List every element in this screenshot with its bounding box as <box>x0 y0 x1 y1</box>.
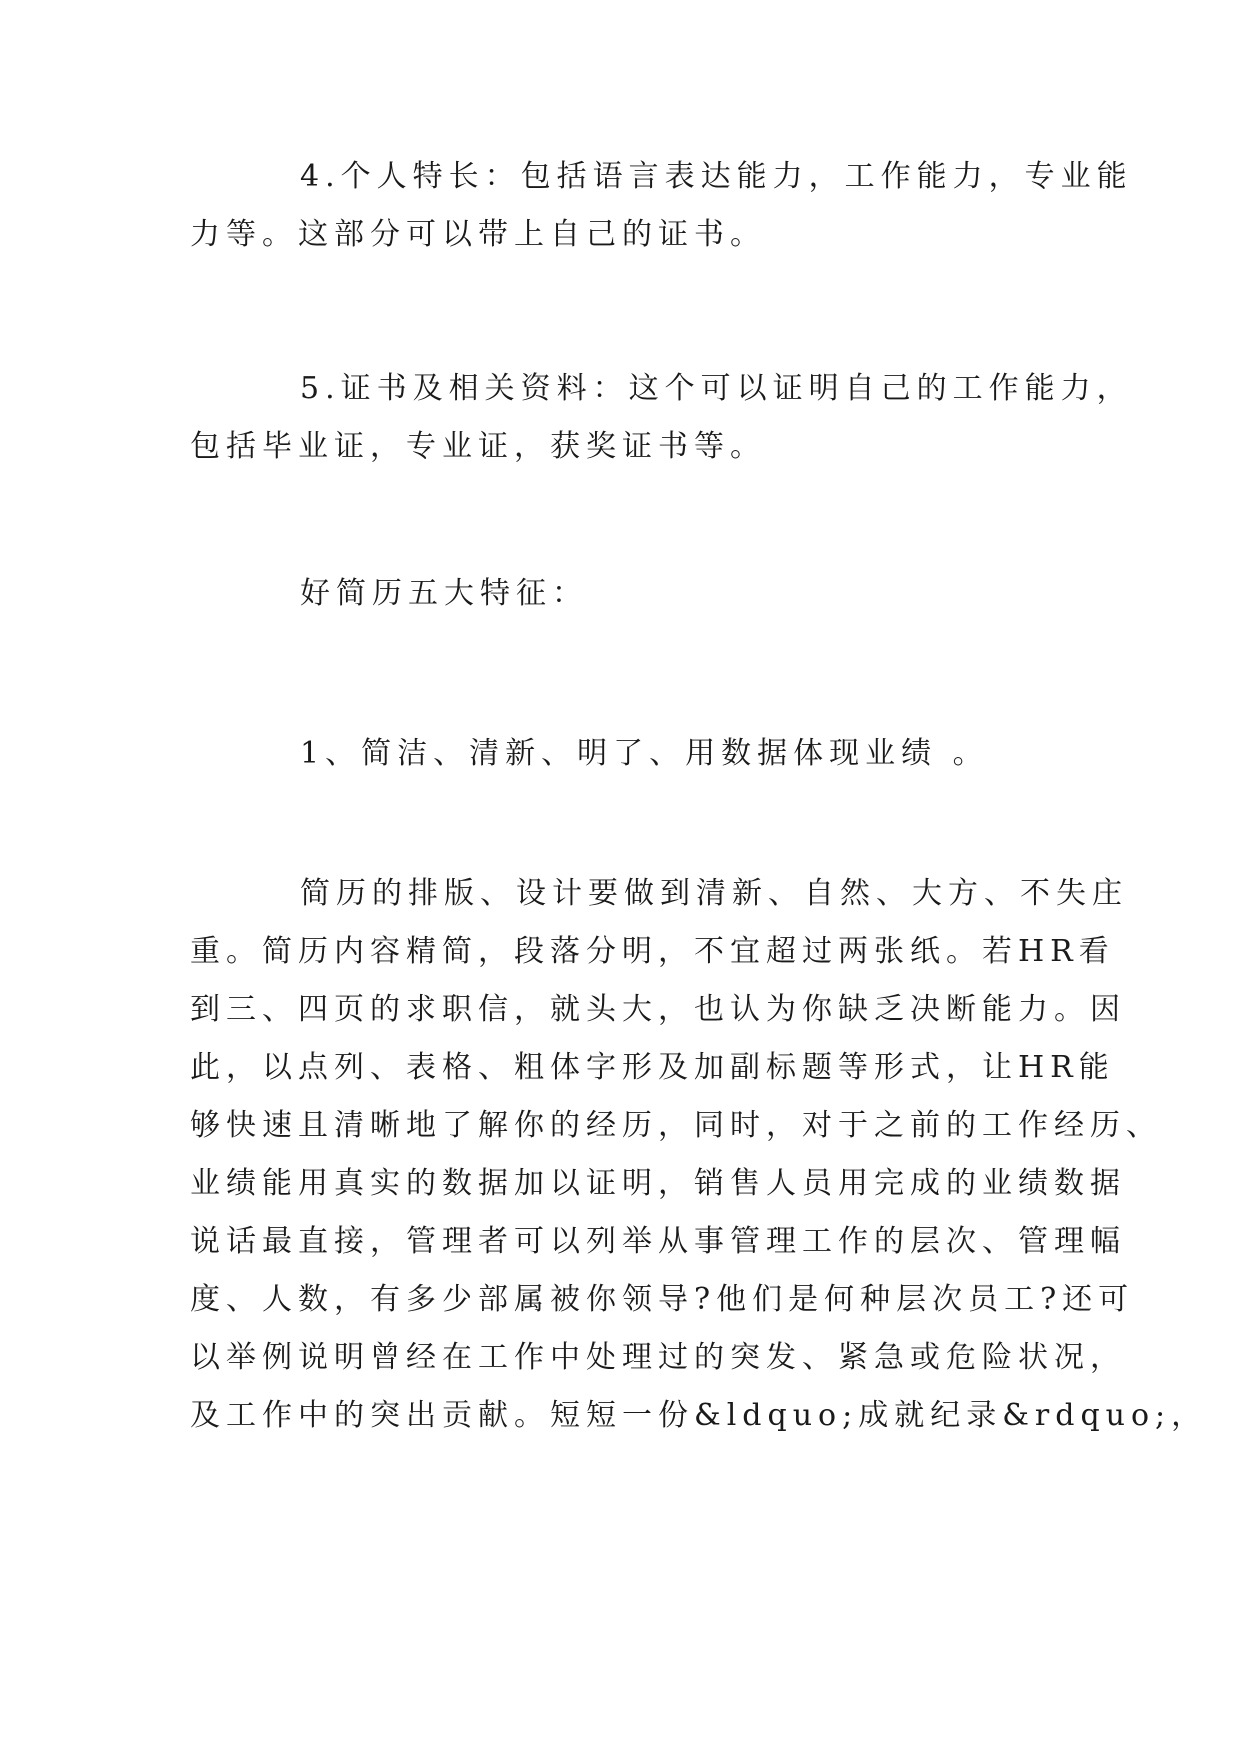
section-heading-good-resume-features <box>190 565 1058 623</box>
text-line: 1、简洁、清新、明了、用数据体现业绩 。 <box>300 736 989 771</box>
text-line: 度、人数，有多少部属被你领导?他们是何种层次员工?还可 <box>190 1282 1135 1317</box>
text-line: 力等。这部分可以带上自己的证书。 <box>190 217 766 252</box>
text-line: 简历的排版、设计要做到清新、自然、大方、不失庄 <box>300 876 1128 911</box>
text-line: 5.证书及相关资料：这个可以证明自己的工作能力， <box>300 371 1133 406</box>
text-line: 此，以点列、表格、粗体字形及加副标题等形式，让HR能 <box>190 1050 1115 1085</box>
text-line: 够快速且清晰地了解你的经历，同时，对于之前的工作经历、 <box>190 1108 1162 1143</box>
paragraph-personal-skills <box>190 148 1133 264</box>
paragraph-certificates <box>190 360 1133 476</box>
text-line: 4.个人特长：包括语言表达能力，工作能力，专业能 <box>300 159 1133 194</box>
text-line: 到三、四页的求职信，就头大，也认为你缺乏决断能力。因 <box>190 992 1126 1027</box>
text-line: 及工作中的突出贡献。短短一份&ldquo;成就纪录&rdquo;， <box>190 1398 1208 1433</box>
text-line: 重。简历内容精简，段落分明，不宜超过两张纸。若HR看 <box>190 934 1115 969</box>
text-line: 说话最直接，管理者可以列举从事管理工作的层次、管理幅 <box>190 1224 1126 1259</box>
feature-item-1 <box>190 725 1058 783</box>
text-line: 业绩能用真实的数据加以证明，销售人员用完成的业绩数据 <box>190 1166 1126 1201</box>
text-line: 好简历五大特征： <box>300 576 588 611</box>
text-line: 包括毕业证，专业证，获奖证书等。 <box>190 429 766 464</box>
paragraph-layout-design <box>190 865 1208 1445</box>
text-line: 以举例说明曾经在工作中处理过的突发、紧急或危险状况， <box>190 1340 1126 1375</box>
